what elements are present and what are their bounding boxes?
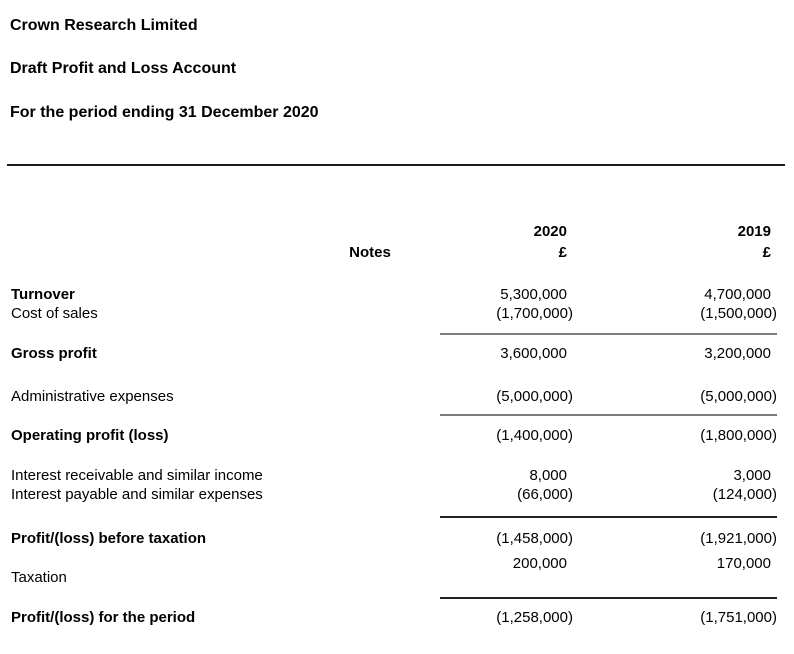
row-label: Profit/(loss) before taxation [11, 530, 207, 547]
table-row-profit-for-period [0, 608, 794, 627]
cell-2019: 3,000 [733, 467, 771, 484]
cell-2019: (1,500,000) [700, 305, 777, 322]
row-label: Interest receivable and similar income [11, 467, 263, 484]
company-name: Crown Research Limited [10, 17, 198, 34]
total-rule [440, 597, 777, 599]
cell-2020: 8,000 [529, 467, 567, 484]
cell-2020: (5,000,000) [496, 388, 573, 405]
row-label: Cost of sales [11, 305, 98, 322]
table-row-taxation [0, 554, 794, 587]
spacer [320, 222, 440, 241]
cell-2020: 3,600,000 [500, 345, 567, 362]
column-header-2019: 2019 [737, 223, 771, 240]
cell-2020: 5,300,000 [500, 286, 567, 303]
row-notes [320, 344, 440, 363]
table-row-interest-payable [0, 485, 794, 504]
cell-2019: (124,000) [712, 486, 777, 503]
cell-2020: (1,258,000) [496, 609, 573, 626]
period-line: For the period ending 31 December 2020 [10, 104, 319, 121]
row-notes [320, 608, 440, 627]
table-row-cost-of-sales [0, 304, 794, 323]
document-title: Draft Profit and Loss Account [10, 60, 237, 77]
row-label: Taxation [11, 569, 67, 586]
table-row-administrative-expenses [0, 387, 794, 406]
header-divider [7, 164, 785, 166]
row-notes [320, 466, 440, 485]
cell-2020: (66,000) [517, 486, 573, 503]
row-label: Profit/(loss) for the period [11, 609, 196, 626]
subtotal-rule [440, 333, 777, 335]
cell-2020: (1,458,000) [496, 530, 573, 547]
cell-2019: 4,700,000 [704, 286, 771, 303]
subtotal-rule [440, 414, 777, 416]
row-notes [320, 529, 440, 548]
row-label: Gross profit [11, 345, 97, 362]
spacer [0, 222, 320, 241]
row-notes [320, 387, 440, 406]
table-row-gross-profit [0, 344, 794, 363]
cell-2019: 170,000 [716, 555, 771, 572]
table-row-operating-profit [0, 426, 794, 445]
row-label: Interest payable and similar expenses [11, 486, 263, 503]
row-notes [320, 285, 440, 304]
document-header [0, 0, 794, 122]
currency-symbol-2019: £ [762, 244, 771, 261]
currency-symbol-2020: £ [558, 244, 567, 261]
row-label: Turnover [11, 286, 75, 303]
table-header-currency [0, 243, 794, 262]
cell-2019: (5,000,000) [700, 388, 777, 405]
table-header-years [0, 222, 794, 241]
cell-2019: (1,921,000) [700, 530, 777, 547]
pl-table [0, 222, 794, 627]
row-notes [320, 426, 440, 445]
row-notes [320, 304, 440, 323]
cell-2020: (1,700,000) [496, 305, 573, 322]
cell-2019: (1,800,000) [700, 427, 777, 444]
cell-2020: 200,000 [512, 555, 567, 572]
row-notes [320, 485, 440, 504]
row-label: Operating profit (loss) [11, 427, 169, 444]
cell-2019: 3,200,000 [704, 345, 771, 362]
cell-2020: (1,400,000) [496, 427, 573, 444]
table-row-turnover [0, 285, 794, 304]
table-row-interest-receivable [0, 466, 794, 485]
row-notes [320, 554, 440, 587]
column-header-notes: Notes [349, 244, 391, 261]
column-header-2020: 2020 [533, 223, 567, 240]
row-label: Administrative expenses [11, 388, 174, 405]
cell-2019: (1,751,000) [700, 609, 777, 626]
table-row-profit-before-taxation [0, 529, 794, 548]
subtotal-rule [440, 516, 777, 518]
spacer [0, 243, 320, 262]
